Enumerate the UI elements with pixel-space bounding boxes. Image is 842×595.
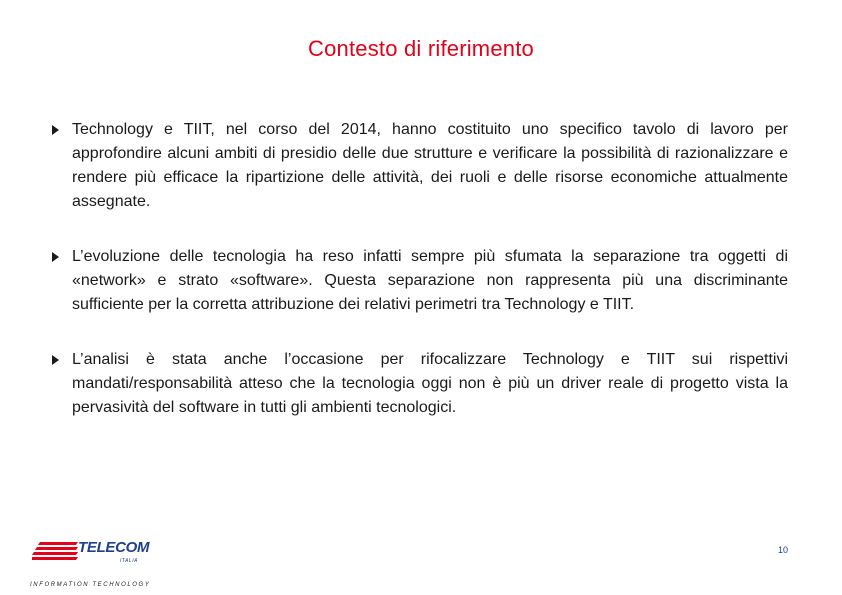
division-label: INFORMATION TECHNOLOGY [30,582,151,588]
bullet-list [52,118,788,451]
logo-stripes-icon [32,542,78,562]
bullet-text: L’evoluzione delle tecnologia ha reso infatti sempre più sfumata la separazione tra oggetti di «network» e strato «software». Questa separazione non rappresenta più una discriminante sufficiente per la corretta attribuzione dei relativi perimetri tra Technology e TIIT. [72,248,788,313]
bullet-item [52,245,788,317]
logo-wordmark: TELECOM [78,539,150,556]
logo-subtitle: ITALIA [120,558,138,564]
slide-title: Contesto di riferimento [308,36,534,61]
bullet-item [52,348,788,420]
bullet-text: Technology e TIIT, nel corso del 2014, hanno costituito uno specifico tavolo di lavoro per approfondire alcuni ambiti di presidio delle due strutture e verificare la possibilità di razionalizzare e rendere più efficace la ripartizione delle attività, dei ruoli e delle risorse economiche attualmente assegnate. [72,121,788,210]
triangle-right-icon [52,252,59,262]
bullet-item [52,118,788,214]
triangle-right-icon [52,125,59,135]
triangle-right-icon [52,355,59,365]
page-number: 10 [778,545,789,555]
bullet-text: L’analisi è stata anche l’occasione per rifocalizzare Technology e TIIT sui rispettivi mandati/responsabilità atteso che la tecnologia oggi non è più un driver reale di progetto vista la pervasività del software in tutti gli ambienti tecnologici. [72,351,788,416]
